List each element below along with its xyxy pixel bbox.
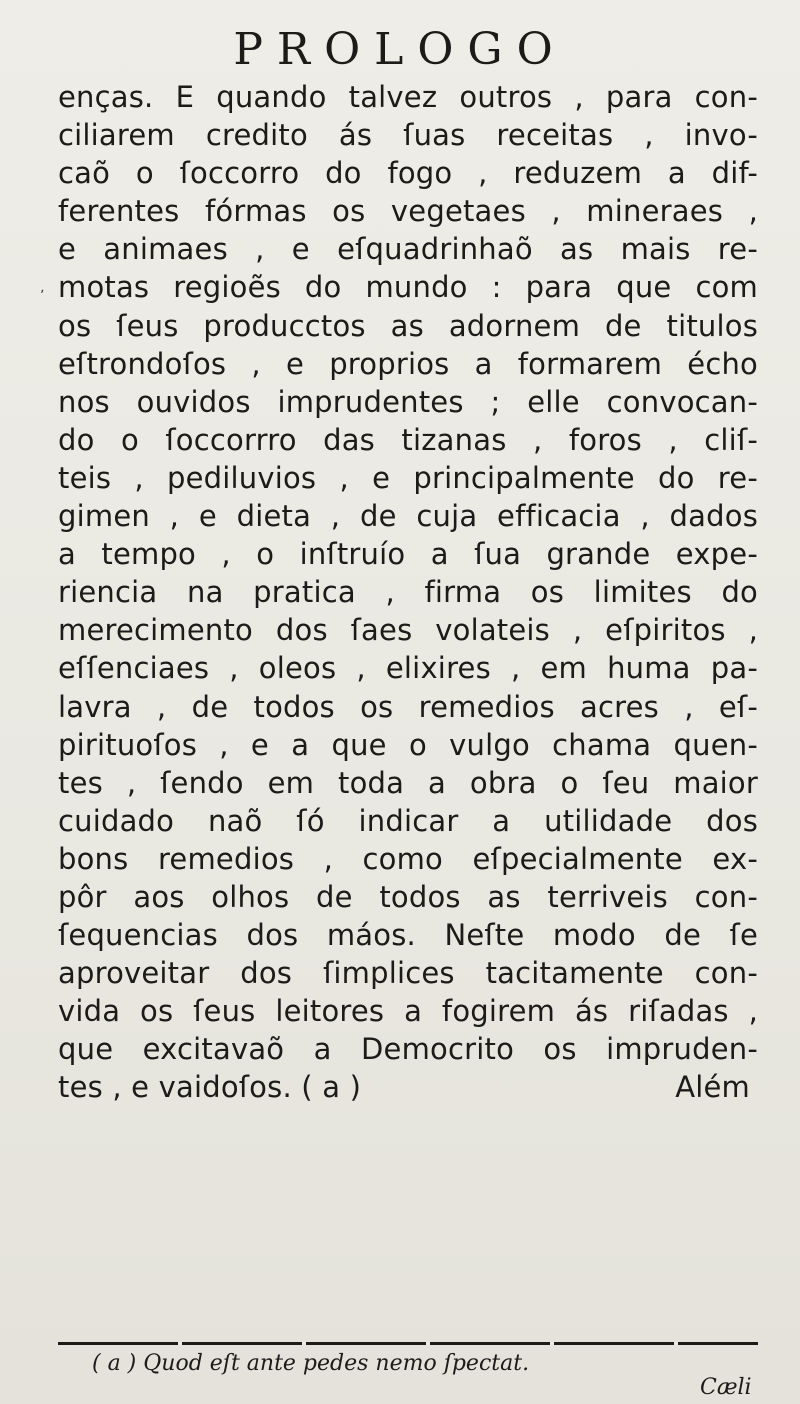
text-line: teis , pediluvios , e principalmente do re- [58, 460, 758, 495]
text-line: os ſeus producctos as adornem de titulos [58, 308, 758, 343]
last-line-text: tes , e vaidoſos. ( a ) [58, 1070, 362, 1105]
catchword: Cæli [700, 1375, 752, 1400]
text-line: bons remedios , como eſpecialmente ex- [58, 841, 758, 876]
footnote-rule [58, 1342, 758, 1345]
text-line: tes , ſendo em toda a obra o ſeu maior [58, 765, 758, 800]
text-line: merecimento dos ſaes volateis , eſpiritos , [58, 613, 758, 648]
text-line: aproveitar dos ſimplices tacitamente con- [58, 956, 758, 991]
text-line: motas regioẽs do mundo : para que com [58, 270, 758, 305]
text-line: pôr aos olhos de todos as terriveis con- [58, 879, 758, 914]
text-line: gimen , e dieta , de cuja efficacia , dados [58, 499, 758, 534]
page-header: PROLOGO [233, 24, 567, 75]
text-line: e animaes , e eſquadrinhaõ as mais re- [58, 232, 758, 267]
text-line: a tempo , o inſtruío a ſua grande expe- [58, 537, 758, 572]
text-line: pirituoſos , e a que o vulgo chama quen- [58, 727, 758, 762]
margin-mark: ʼ [40, 288, 45, 304]
text-line: lavra , de todos os remedios acres , eſ- [58, 689, 758, 724]
text-line: nos ouvidos imprudentes ; elle convocan- [58, 384, 758, 419]
text-line: caõ o ſoccorro do fogo , reduzem a dif- [58, 156, 758, 191]
text-line: vida os ſeus leitores a fogirem ás riſadas , [58, 994, 758, 1029]
text-line: eſtrondoſos , e proprios a formarem écho [58, 346, 758, 381]
text-line: ciliarem credito ás ſuas receitas , invo- [58, 118, 758, 153]
text-line-last [58, 1068, 758, 1106]
text-line: ſequencias dos máos. Neſte modo de ſe [58, 918, 758, 953]
text-line: ferentes fórmas os vegetaes , mineraes , [58, 194, 758, 229]
text-line: enças. E quando talvez outros , para con- [58, 80, 758, 114]
text-line: cuidado naõ ſó indicar a utilidade dos [58, 803, 758, 838]
body-text [58, 78, 758, 1107]
text-line: eſſenciaes , oleos , elixires , em huma pa- [58, 651, 758, 686]
text-line: que excitavaõ a Democrito os impruden- [58, 1032, 758, 1067]
text-line: riencia na pratica , firma os limites do [58, 575, 758, 610]
last-line-right-word: Além [675, 1070, 750, 1105]
text-line: do o ſoccorrro das tizanas , foros , cliſ- [58, 422, 758, 457]
footnote: ( a ) Quod eſt ante pedes nemo ſpectat. [92, 1351, 530, 1376]
